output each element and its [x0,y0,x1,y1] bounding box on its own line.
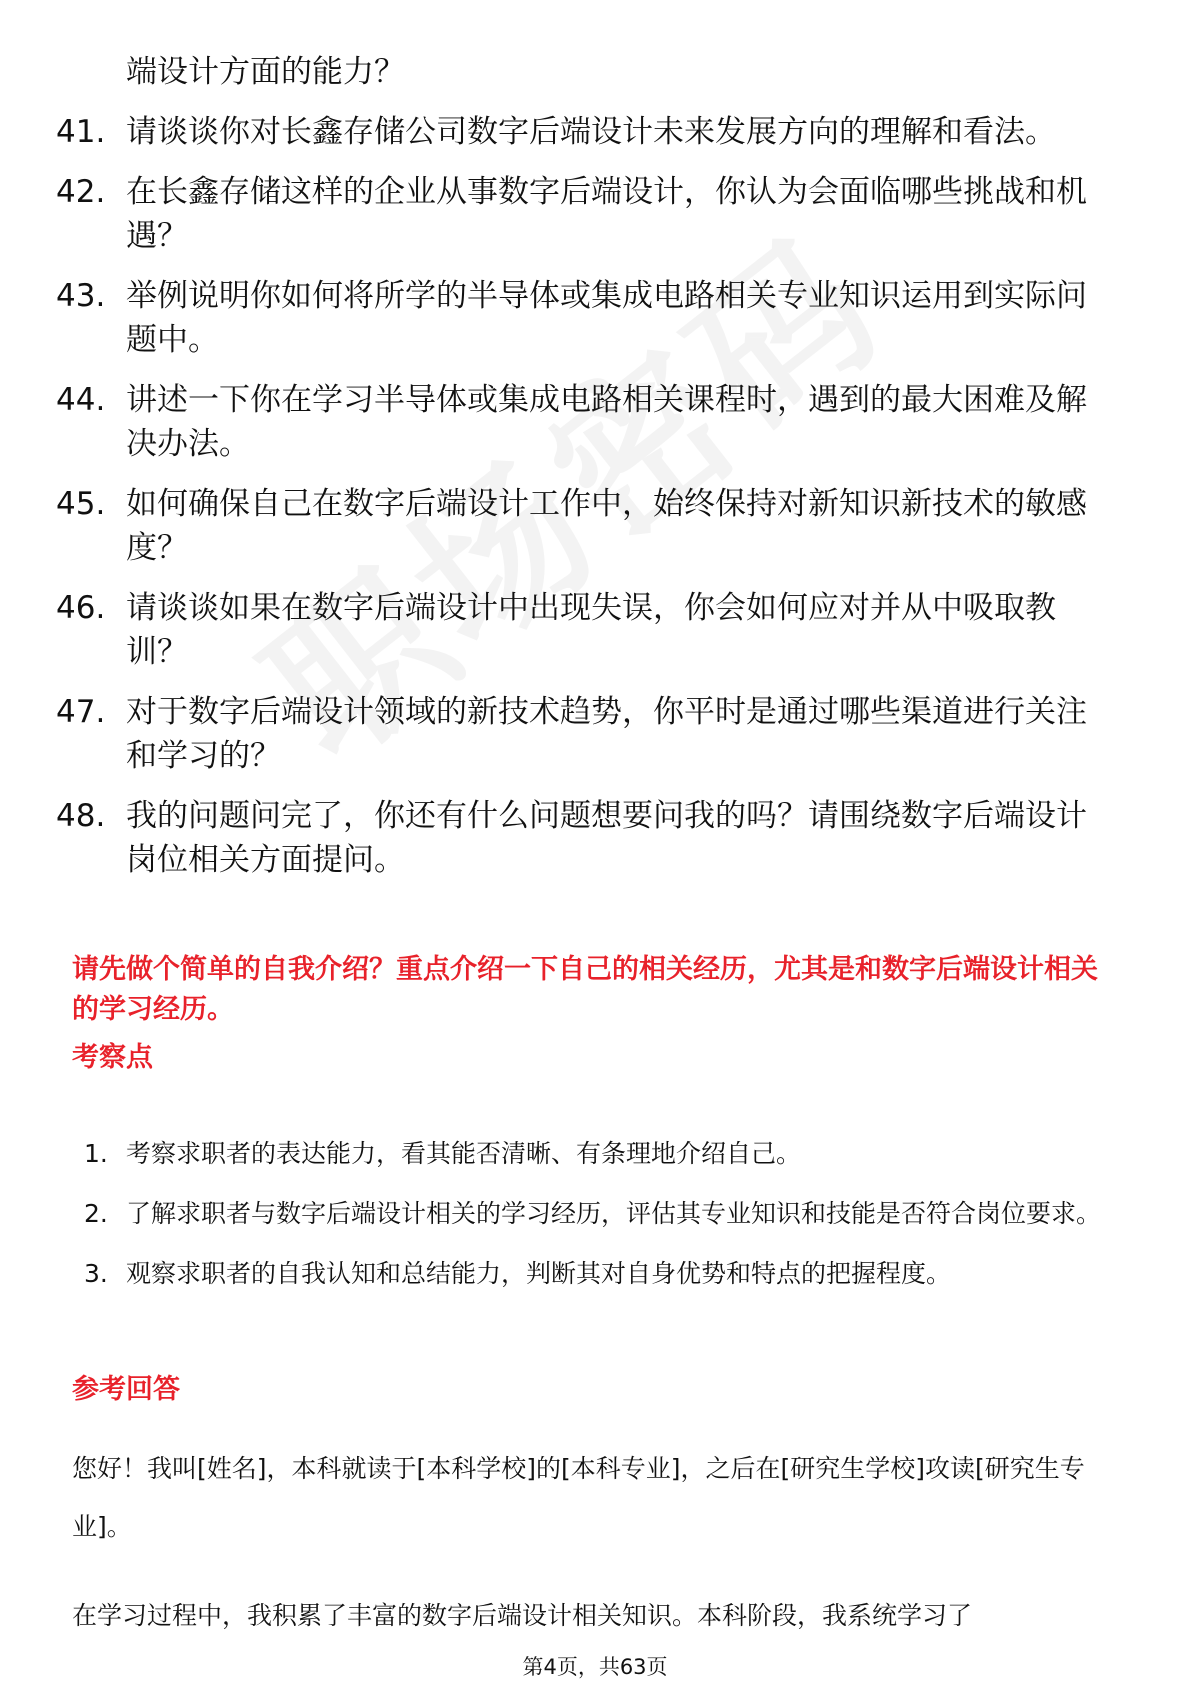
answer-paragraph: 在学习过程中，我积累了丰富的数字后端设计相关知识。本科阶段，我系统学习了 [72,1601,973,1630]
question-number: 45. [56,486,106,522]
exam-point-number: 1. [84,1139,108,1168]
question-item [56,482,1116,570]
highlight-question: 请先做个简单的自我介绍？重点介绍一下自己的相关经历，尤其是和数字后端设计相关的学习经历。 [72,954,1098,1025]
answer-paragraph: 您好！我叫[姓名]，本科就读于[本科学校]的[本科专业]，之后在[研究生学校]攻读[研究生专业]。 [72,1454,1085,1541]
question-list [56,110,1116,898]
question-item [56,170,1116,258]
exam-point-number: 2. [84,1199,108,1228]
exam-point-item [84,1245,1114,1303]
question-text: 在长鑫存储这样的企业从事数字后端设计，你认为会面临哪些挑战和机遇？ [126,174,1087,254]
exam-point-number: 3. [84,1259,108,1288]
exam-point-text: 考察求职者的表达能力，看其能否清晰、有条理地介绍自己。 [126,1139,802,1168]
question-item [56,794,1116,882]
question-number: 42. [56,174,106,210]
reference-answer-heading: 参考回答 [72,1374,180,1405]
question-text: 我的问题问完了，你还有什么问题想要问我的吗？请围绕数字后端设计岗位相关方面提问。 [126,798,1087,878]
page-footer: 第4页，共63页 [522,1655,668,1679]
exam-point-text: 了解求职者与数字后端设计相关的学习经历，评估其专业知识和技能是否符合岗位要求。 [126,1199,1102,1228]
question-number: 46. [56,590,106,626]
continued-question-text: 端设计方面的能力？ [126,54,405,90]
question-item [56,378,1116,466]
question-item [56,690,1116,778]
exam-points-heading: 考察点 [72,1042,153,1073]
question-item [56,586,1116,674]
question-number: 47. [56,694,106,730]
question-item [56,110,1116,154]
question-item [56,274,1116,362]
question-number: 44. [56,382,106,418]
question-text: 请谈谈如果在数字后端设计中出现失误，你会如何应对并从中吸取教训？ [126,590,1056,670]
question-text: 举例说明你如何将所学的半导体或集成电路相关专业知识运用到实际问题中。 [126,278,1087,358]
question-text: 讲述一下你在学习半导体或集成电路相关课程时，遇到的最大困难及解决办法。 [126,382,1087,462]
question-number: 48. [56,798,106,834]
question-text: 如何确保自己在数字后端设计工作中，始终保持对新知识新技术的敏感度？ [126,486,1087,566]
exam-point-item [84,1185,1114,1243]
exam-point-item [84,1125,1114,1183]
question-number: 41. [56,114,106,150]
exam-point-text: 观察求职者的自我认知和总结能力，判断其对自身优势和特点的把握程度。 [126,1259,952,1288]
question-number: 43. [56,278,106,314]
question-text: 请谈谈你对长鑫存储公司数字后端设计未来发展方向的理解和看法。 [126,114,1056,150]
question-text: 对于数字后端设计领域的新技术趋势，你平时是通过哪些渠道进行关注和学习的？ [126,694,1087,774]
exam-points-list [84,1125,1114,1305]
